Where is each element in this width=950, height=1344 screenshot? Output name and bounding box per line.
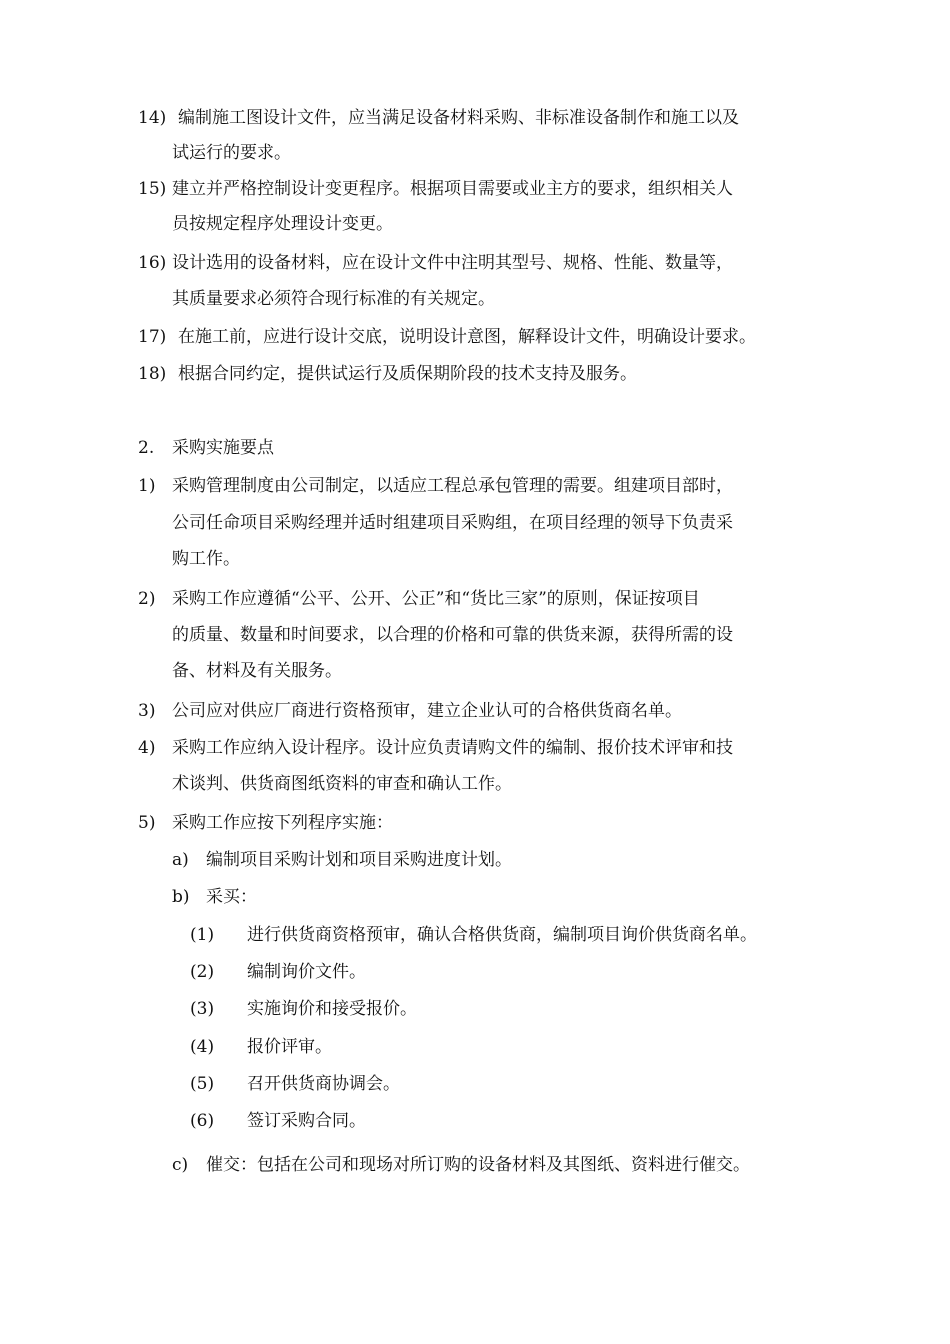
item-18-label: 18) (138, 364, 167, 384)
item-17-label: 17) (138, 327, 167, 347)
procurement-4-line-2: 术谈判、供货商图纸资料的审查和确认工作。 (172, 774, 512, 794)
purchase-step-6-text: 签订采购合同。 (247, 1111, 366, 1131)
item-14-label: 14) (138, 108, 167, 128)
procurement-1-label: 1) (138, 476, 156, 496)
purchase-step-6-label: (6) (190, 1111, 215, 1131)
purchase-step-3-label: (3) (190, 999, 215, 1019)
procurement-3-label: 3) (138, 701, 156, 721)
purchase-step-3-text: 实施询价和接受报价。 (247, 999, 417, 1019)
item-17-line-1: 在施工前，应进行设计交底，说明设计意图，解释设计文件，明确设计要求。 (178, 327, 756, 347)
purchase-step-4-label: (4) (190, 1037, 215, 1057)
purchase-step-5-text: 召开供货商协调会。 (247, 1074, 400, 1094)
procurement-1-line-1: 采购管理制度由公司制定，以适应工程总承包管理的需要。组建项目部时， (172, 476, 733, 496)
purchase-step-5-label: (5) (190, 1074, 215, 1094)
purchase-step-1-text: 进行供货商资格预审，确认合格供货商，编制项目询价供货商名单。 (247, 925, 757, 945)
procurement-1-line-3: 购工作。 (172, 549, 240, 569)
procurement-4-label: 4) (138, 738, 156, 758)
purchase-step-1-label: (1) (190, 925, 215, 945)
procurement-2-line-2: 的质量、数量和时间要求，以合理的价格和可靠的供货来源，获得所需的设 (172, 625, 733, 645)
purchase-step-4-text: 报价评审。 (247, 1037, 332, 1057)
procurement-2-line-3: 备、材料及有关服务。 (172, 661, 342, 681)
procurement-1-line-2: 公司任命项目采购经理并适时组建项目采购组，在项目经理的领导下负责采 (172, 513, 733, 533)
sub-item-b-label: b) (172, 887, 190, 907)
sub-item-b-text: 采买： (206, 887, 257, 907)
item-16-line-2: 其质量要求必须符合现行标准的有关规定。 (172, 289, 495, 309)
item-15-line-1: 建立并严格控制设计变更程序。根据项目需要或业主方的要求，组织相关人 (172, 179, 733, 199)
item-16-label: 16) (138, 253, 167, 273)
procurement-4-line-1: 采购工作应纳入设计程序。设计应负责请购文件的编制、报价技术评审和技 (172, 738, 733, 758)
item-15-label: 15) (138, 179, 167, 199)
item-16-line-1: 设计选用的设备材料，应在设计文件中注明其型号、规格、性能、数量等， (172, 253, 733, 273)
sub-item-c-label: c) (172, 1155, 189, 1175)
procurement-2-label: 2) (138, 589, 156, 609)
procurement-2-line-1: 采购工作应遵循“公平、公开、公正”和“货比三家”的原则，保证按项目 (172, 589, 700, 609)
sub-item-c-text: 催交：包括在公司和现场对所订购的设备材料及其图纸、资料进行催交。 (206, 1155, 750, 1175)
purchase-step-2-text: 编制询价文件。 (247, 962, 366, 982)
item-18-line-1: 根据合同约定，提供试运行及质保期阶段的技术支持及服务。 (178, 364, 637, 384)
procurement-5-line-1: 采购工作应按下列程序实施： (172, 813, 393, 833)
sub-item-a-text: 编制项目采购计划和项目采购进度计划。 (206, 850, 512, 870)
purchase-step-2-label: (2) (190, 962, 215, 982)
sub-item-a-label: a) (172, 850, 189, 870)
procurement-5-label: 5) (138, 813, 156, 833)
section-number: 2. (138, 438, 155, 458)
section-title: 采购实施要点 (172, 438, 274, 458)
procurement-3-line-1: 公司应对供应厂商进行资格预审，建立企业认可的合格供货商名单。 (172, 701, 682, 721)
item-14-line-1: 编制施工图设计文件，应当满足设备材料采购、非标准设备制作和施工以及 (178, 108, 739, 128)
item-15-line-2: 员按规定程序处理设计变更。 (172, 214, 393, 234)
item-14-line-2: 试运行的要求。 (172, 143, 291, 163)
